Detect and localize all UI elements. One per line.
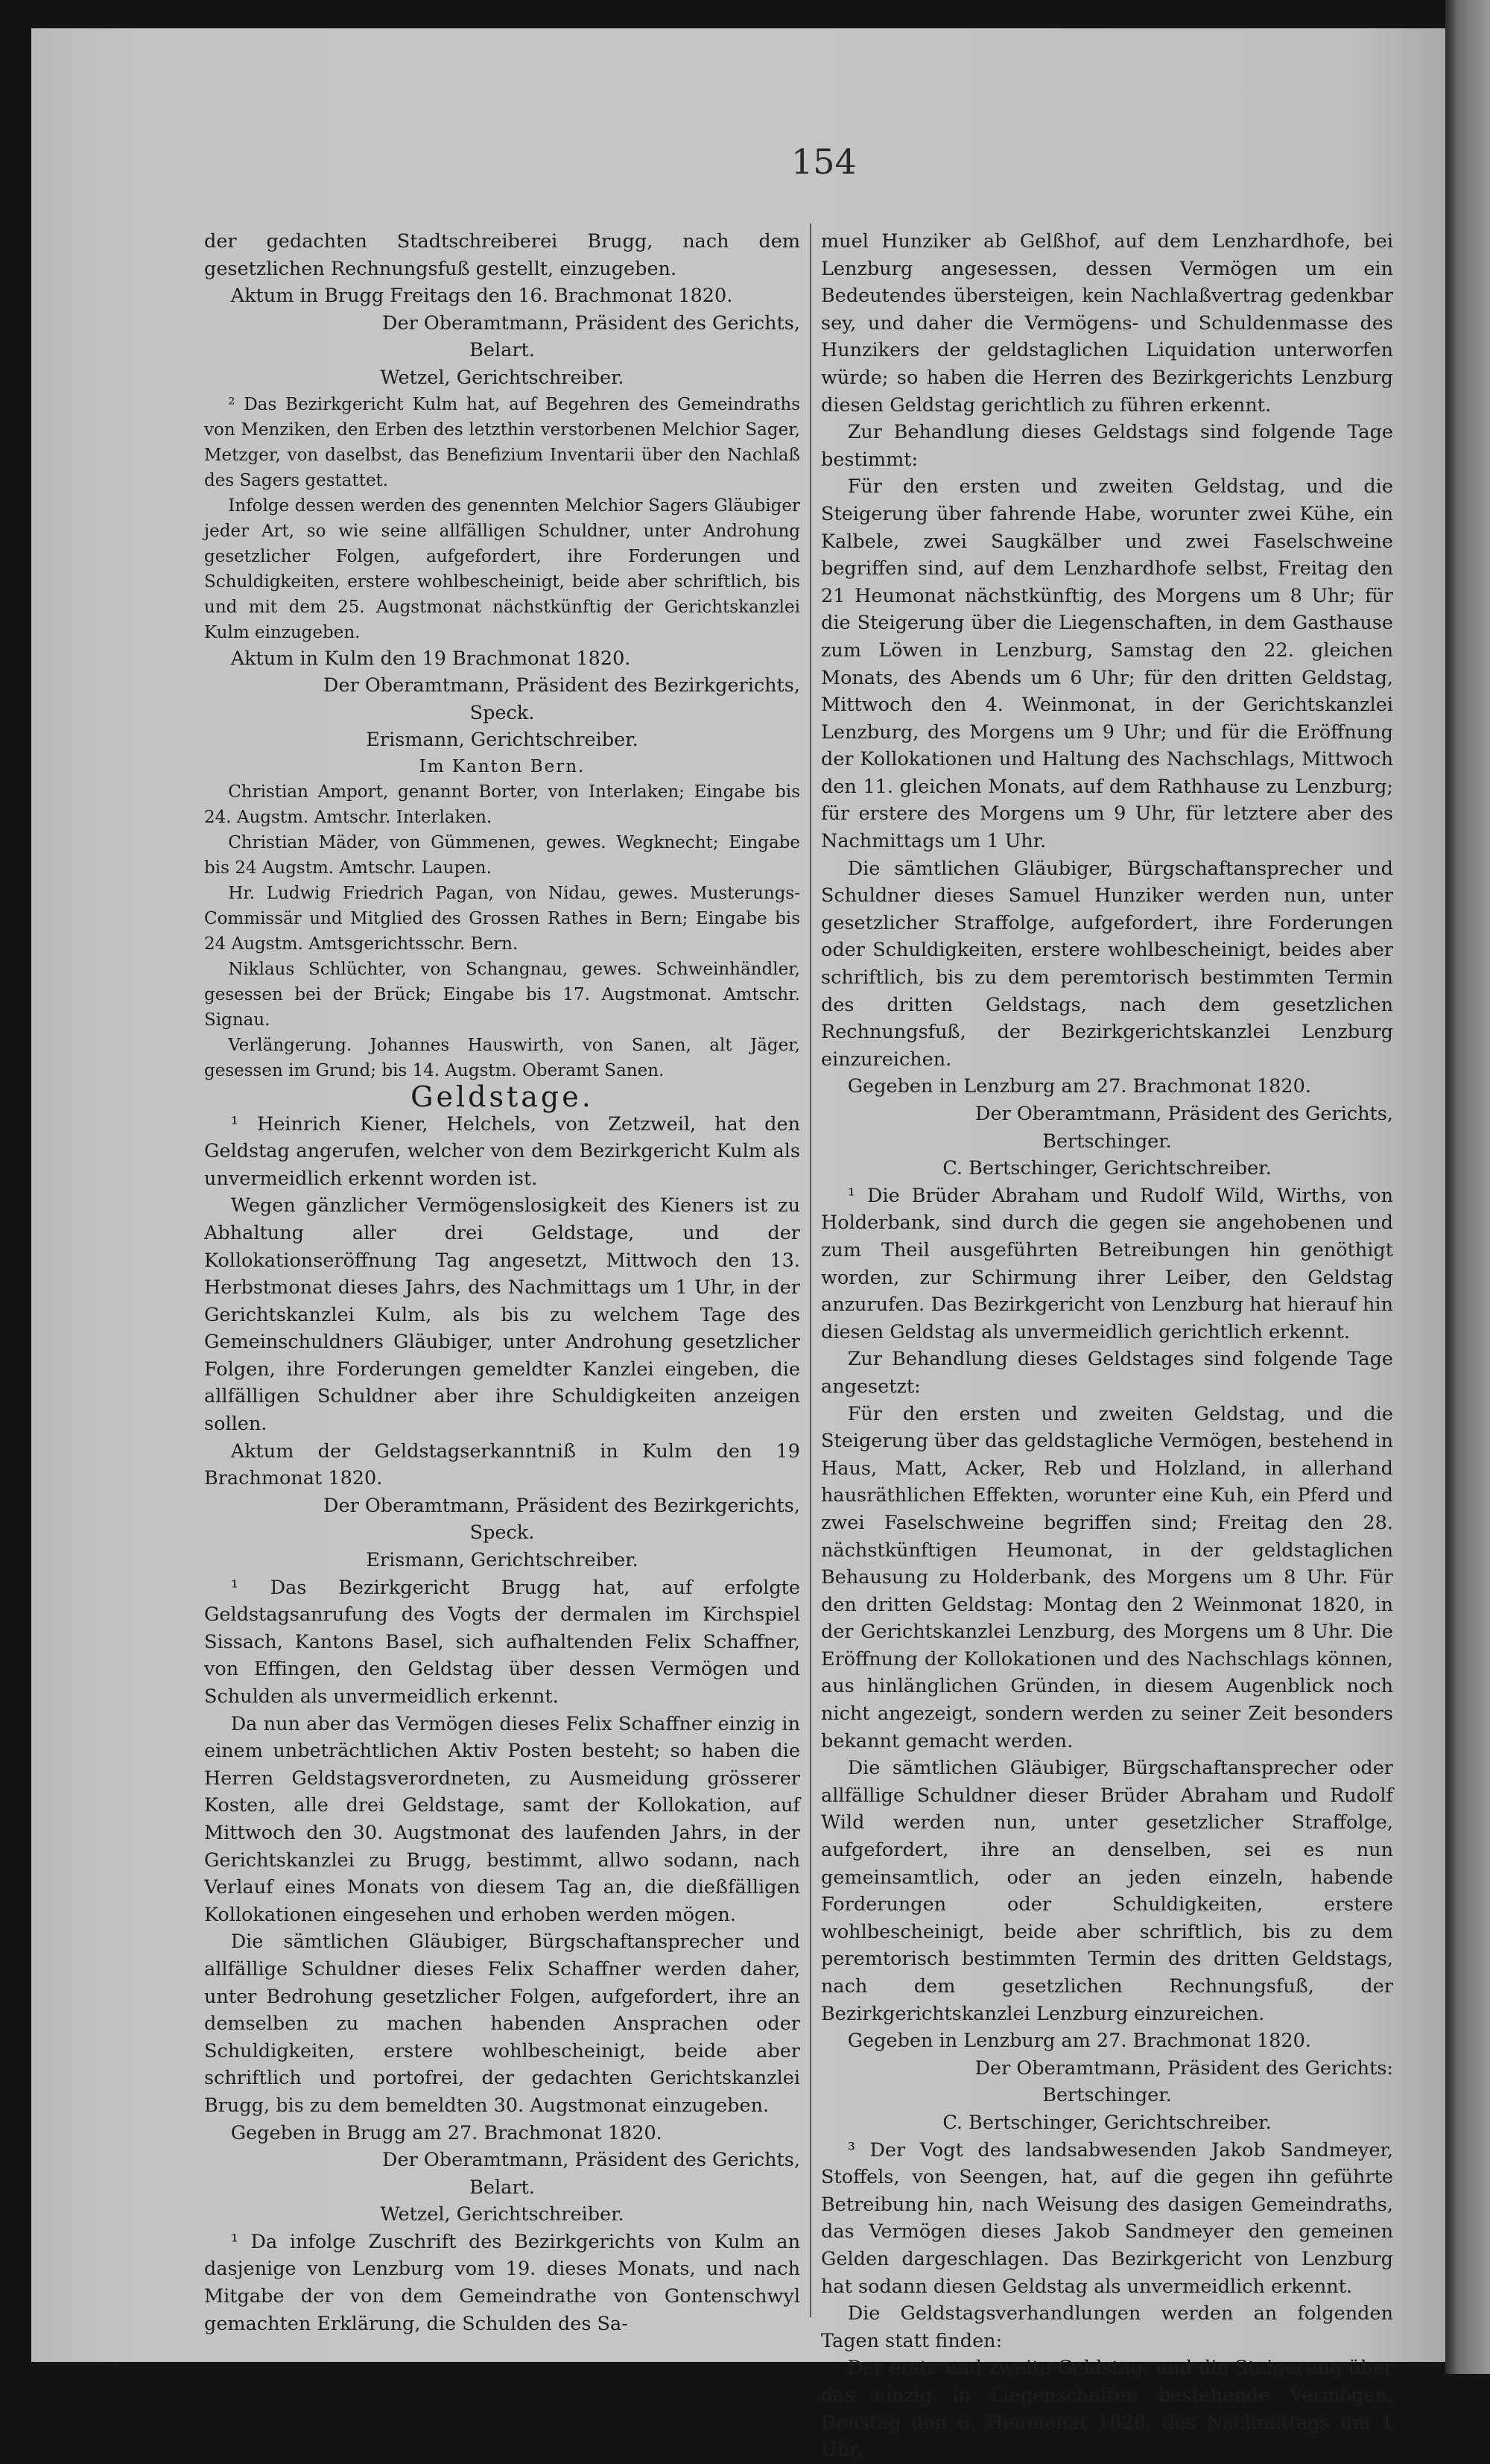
left-column-paragraph: Gegeben in Brugg am 27. Brachmonat 1820. xyxy=(230,2121,662,2144)
left-column-paragraph: Erismann, Gerichtschreiber. xyxy=(366,729,638,752)
right-column-paragraph: ¹ Die Brüder Abraham und Rudolf Wild, Wirths, von Holderbank, sind durch die gegen sie angehobenen und zum Theil ausgeführten Betreibungen hin genöthigt worden, zur Schirmung ihrer Leiber, den Geldstag anzurufen. Das Bezirkgericht von Lenzburg hat hierauf hin diesen Geldstag als unvermeidlich gerichtlich erkennt. xyxy=(821,1184,1393,1343)
right-column-paragraph: Für den ersten und zweiten Geldstag, und die Steigerung über fahrende Habe, worunter zwei Kühe, ein Kalbele, zwei Saugkälber und zwei Faselschweine begriffen sind, auf dem Lenzhardhofe selbst, Freitag den 21 Heumonat nächstkünftig, des Morgens um 8 Uhr; für die Steigerung über die Liegenschaften, in dem Gasthause zum Löwen in Lenzburg, Samstag den 22. gleichen Monats, des Abends um 6 Uhr; für den dritten Geldstag, Mittwoch den 4. Weinmonat, in der Gerichtskanzlei Lenzburg, des Morgens um 9 Uhr; und für die Eröffnung der Kollokationen und Haltung des Nachschlags, Mittwoch den 11. gleichen Monats, auf dem Rathhause zu Lenzburg; für erstere des Morgens um 9 Uhr, für letztere aber des Nachmittags um 1 Uhr. xyxy=(821,475,1393,853)
column-divider xyxy=(810,224,811,2317)
left-column-paragraph: Speck. xyxy=(469,701,535,724)
left-column-paragraph: Christian Mäder, von Gümmenen, gewes. Wegknecht; Eingabe bis 24 Augstm. Amtschr. Laupen. xyxy=(204,832,800,878)
left-column-paragraph: Wetzel, Gerichtschreiber. xyxy=(380,2203,624,2226)
right-column-paragraph: C. Bertschinger, Gerichtschreiber. xyxy=(942,1157,1272,1180)
left-column-paragraph: Verlängerung. Johannes Hauswirth, von Sanen, alt Jäger, gesessen im Grund; bis 14. Augstm. Oberamt Sanen. xyxy=(204,1035,800,1080)
left-column-paragraph: Belart. xyxy=(469,2176,535,2199)
left-column-paragraph: Aktum in Brugg Freitags den 16. Brachmonat 1820. xyxy=(230,285,733,308)
left-column-paragraph: Speck. xyxy=(469,1521,535,1545)
left-column-paragraph: Aktum in Kulm den 19 Brachmonat 1820. xyxy=(230,647,631,670)
left-column-paragraph: Hr. Ludwig Friedrich Pagan, von Nidau, gewes. Musterungs-Commissär und Mitglied des Grossen Rathes in Bern; Eingabe bis 24 Augstm. Amtsgerichtsschr. Bern. xyxy=(204,883,800,954)
left-column-paragraph: Geldstage. xyxy=(410,1080,594,1113)
left-column-paragraph: Der Oberamtmann, Präsident des Gerichts, xyxy=(382,311,800,335)
left-column-paragraph: der gedachten Stadtschreiberei Brugg, nach dem gesetzlichen Rechnungsfuß gestellt, einzugeben. xyxy=(204,230,800,280)
left-column-paragraph: ² Das Bezirkgericht Kulm hat, auf Begehren des Gemeindraths von Menziken, den Erben des letzthin verstorbenen Melchior Sager, Metzger, von daselbst, das Benefizium Inventarii über den Nachlaß des Sagers gestattet. xyxy=(204,394,800,490)
left-column-paragraph: Wegen gänzlicher Vermögenslosigkeit des Kieners ist zu Abhaltung aller drei Geldstage, und der Kollokationseröffnung Tag angesetzt, Mittwoch den 13. Herbstmonat dieses Jahrs, des Nachmittags um 1 Uhr, in der Gerichtskanzlei Kulm, als bis zu welchem Tage des Gemeinschuldners Gläubiger, unter Androhung gesetzlicher Folgen, ihre Forderungen gemeldter Kanzlei eingeben, die allfälligen Schuldner aber ihre Schuldigkeiten anzeigen sollen. xyxy=(204,1194,800,1436)
binding-edge xyxy=(1445,0,1490,2374)
left-column-paragraph: Infolge dessen werden des genennten Melchior Sagers Gläubiger jeder Art, so wie seine allfälligen Schuldner, unter Androhung gesetzlicher Folgen, aufgefordert, ihre Forderungen und Schuldigkeiten, erstere wohlbescheinigt, beide aber schriftlich, bis und mit dem 25. Augstmonat nächstkünftig der Gerichtskanzlei Kulm einzugeben. xyxy=(204,495,800,642)
left-column-paragraph: Niklaus Schlüchter, von Schangnau, gewes. Schweinhändler, gesessen bei der Brück; Eingabe bis 17. Augstmonat. Amtschr. Signau. xyxy=(204,959,800,1030)
right-column-paragraph: Der Oberamtmann, Präsident des Gerichts, xyxy=(975,1103,1393,1125)
left-column xyxy=(204,228,800,2337)
right-column-paragraph: Bertschinger. xyxy=(1042,1130,1172,1153)
right-column-paragraph: Die sämtlichen Gläubiger, Bürgschaftansprecher oder allfällige Schuldner dieser Brüder Abraham und Rudolf Wild werden nun, unter gesetzlicher Straffolge, aufgefordert, ihre an denselben, sei es nun gemeinsamtlich, oder an jeden einzeln, habende Forderungen oder Schuldigkeiten, erstere wohlbescheinigt, beide aber schriftlich, bis zu dem peremtorisch bestimmten Termin des dritten Geldstags, nach dem gesetzlichen Rechnungsfuß, der Bezirkgerichtskanzlei Lenzburg einzureichen. xyxy=(821,1757,1393,2025)
right-column-paragraph: Die Geldstagsverhandlungen werden an folgenden Tagen statt finden: xyxy=(821,2302,1393,2352)
newspaper-page xyxy=(31,28,1445,2462)
right-column xyxy=(821,228,1393,2464)
left-column-paragraph: ¹ Das Bezirkgericht Brugg hat, auf erfolgte Geldstagsanrufung des Vogts der dermalen im Kirchspiel Sissach, Kantons Basel, sich aufhaltenden Felix Schaffner, von Effingen, den Geldstag über dessen Vermögen und Schulden als unvermeidlich erkennt. xyxy=(204,1576,800,1708)
left-column-paragraph: Der Oberamtmann, Präsident des Bezirkgerichts, xyxy=(323,1494,800,1517)
right-column-paragraph: Für den ersten und zweiten Geldstag, und die Steigerung über das geldstagliche Vermögen, bestehend in Haus, Matt, Acker, Reb und Holzland, in allerhand hausräthlichen Effekten, worunter eine Kuh, ein Pferd und zwei Faselschweine begriffen sind; Freitag den 28. nächstkünftigen Heumonat, in der geldstaglichen Behausung zu Holderbank, des Morgens um 8 Uhr. Für den dritten Geldstag: Montag den 2 Weinmonat 1820, in der Gerichtskanzlei Lenzburg, des Morgens um 8 Uhr. Die Eröffnung der Kollokationen und des Nachschlags können, aus hinlänglichen Gründen, in diesem Augenblick noch nicht angezeigt, sondern werden zu seiner Zeit besonders bekannt gemacht werden. xyxy=(821,1402,1393,1752)
right-column-paragraph: Zur Behandlung dieses Geldstages sind folgende Tage angesetzt: xyxy=(821,1348,1393,1398)
left-column-paragraph: Belart. xyxy=(469,339,535,362)
right-column-paragraph: ³ Der Vogt des landsabwesenden Jakob Sandmeyer, Stoffels, von Seengen, hat, auf die gegen ihn geführte Betreibung hin, nach Weisung des dasigen Gemeindraths, das Vermögen dieses Jakob Sandmeyer den gemeinen Gelden dargeschlagen. Das Bezirkgericht von Lenzburg hat sodann diesen Geldstag als unvermeidlich erkennt. xyxy=(821,2138,1393,2298)
right-column-paragraph: Der Oberamtmann, Präsident des Gerichts: xyxy=(974,2056,1393,2080)
left-column-paragraph: ¹ Da infolge Zuschrift des Bezirkgerichts von Kulm an dasjenige von Lenzburg vom 19. dieses Monats, und nach Mitgabe der von dem Gemeindrathe von Gontenschwyl gemachten Erklärung, die Schulden des Sa- xyxy=(204,2230,800,2335)
right-column-paragraph: Bertschinger. xyxy=(1042,2084,1172,2107)
left-column-paragraph: Im Kanton Bern. xyxy=(419,756,586,776)
page-number: 154 xyxy=(791,142,857,182)
left-column-paragraph: Aktum der Geldstagserkanntniß in Kulm den 19 Brachmonat 1820. xyxy=(204,1440,800,1490)
right-column-paragraph: Zur Behandlung dieses Geldstags sind folgende Tage bestimmt: xyxy=(821,421,1393,471)
right-column-paragraph: Gegeben in Lenzburg am 27. Brachmonat 1820. xyxy=(847,2030,1311,2053)
right-column-paragraph: muel Hunziker ab Gelßhof, auf dem Lenzhardhofe, bei Lenzburg angesessen, dessen Vermögen um ein Bedeutendes übersteigen, kein Nachlaßvertrag gedenkbar sey, und daher die Vermögens- und Schuldenmasse des Hunzikers der geldstaglichen Liquidation unterworfen würde; so haben die Herren des Bezirkgerichts Lenzburg diesen Geldstag gerichtlich zu führen erkennt. xyxy=(821,230,1393,417)
right-column-paragraph: Gegeben in Lenzburg am 27. Brachmonat 1820. xyxy=(847,1075,1311,1098)
right-column-paragraph: Die sämtlichen Gläubiger, Bürgschaftansprecher und Schuldner dieses Samuel Hunziker werden nun, unter gesetzlicher Straffolge, aufgefordert, ihre Forderungen oder Schuldigkeiten, erstere wohlbescheinigt, beides aber schriftlich, bis zu dem peremtorisch bestimmten Termin des dritten Geldstags, nach dem gesetzlichen Rechnungsfuß, der Bezirkgerichtskanzlei Lenzburg einzureichen. xyxy=(821,857,1393,1071)
left-column-paragraph: Die sämtlichen Gläubiger, Bürgschaftansprecher und allfällige Schuldner dieses Felix Schaffner werden daher, unter Bedrohung gesetzlicher Folgen, aufgefordert, ihre an demselben zu machen habenden Ansprachen oder Schuldigkeiten, erstere wohlbescheinigt, beide aber schriftlich und portofrei, der gedachten Gerichtskanzlei Brugg, bis zu dem bemeldten 30. Augstmonat einzugeben. xyxy=(204,1931,800,2117)
left-column-paragraph: Da nun aber das Vermögen dieses Felix Schaffner einzig in einem unbeträchtlichen Aktiv Posten besteht; so haben die Herren Geldstagsverordneten, zu Ausmeidung grösserer Kosten, alle drei Geldstage, samt der Kollokation, auf Mittwoch den 30. Augstmonat des laufenden Jahrs, in der Gerichtskanzlei zu Brugg, bestimmt, allwo sodann, nach Verlauf eines Monats von diesem Tag an, die dießfälligen Kollokationen eingesehen und erhoben werden mögen. xyxy=(204,1712,800,1926)
left-column-paragraph: Der Oberamtmann, Präsident des Bezirkgerichts, xyxy=(323,674,800,697)
left-column-paragraph: Christian Amport, genannt Borter, von Interlaken; Eingabe bis 24. Augstm. Amtschr. Interlaken. xyxy=(204,782,800,827)
left-column-paragraph: Erismann, Gerichtschreiber. xyxy=(366,1549,638,1572)
right-column-paragraph: C. Bertschinger, Gerichtschreiber. xyxy=(942,2111,1272,2134)
left-column-paragraph: Der Oberamtmann, Präsident des Gerichts, xyxy=(382,2149,800,2172)
right-column-paragraph: Der erste und zweite Geldstag, und die Steigerung über das einzig in Liegenschaften bestehende Vermögen, Donstag den 6. Heumonat 1820, des Nachmittags um 1 Uhr, xyxy=(821,2357,1393,2462)
left-column-paragraph: ¹ Heinrich Kiener, Helchels, von Zetzweil, hat den Geldstag angerufen, welcher von dem Bezirkgericht Kulm als unvermeidlich erkennt worden ist. xyxy=(204,1112,800,1190)
left-column-paragraph: Wetzel, Gerichtschreiber. xyxy=(380,366,624,389)
